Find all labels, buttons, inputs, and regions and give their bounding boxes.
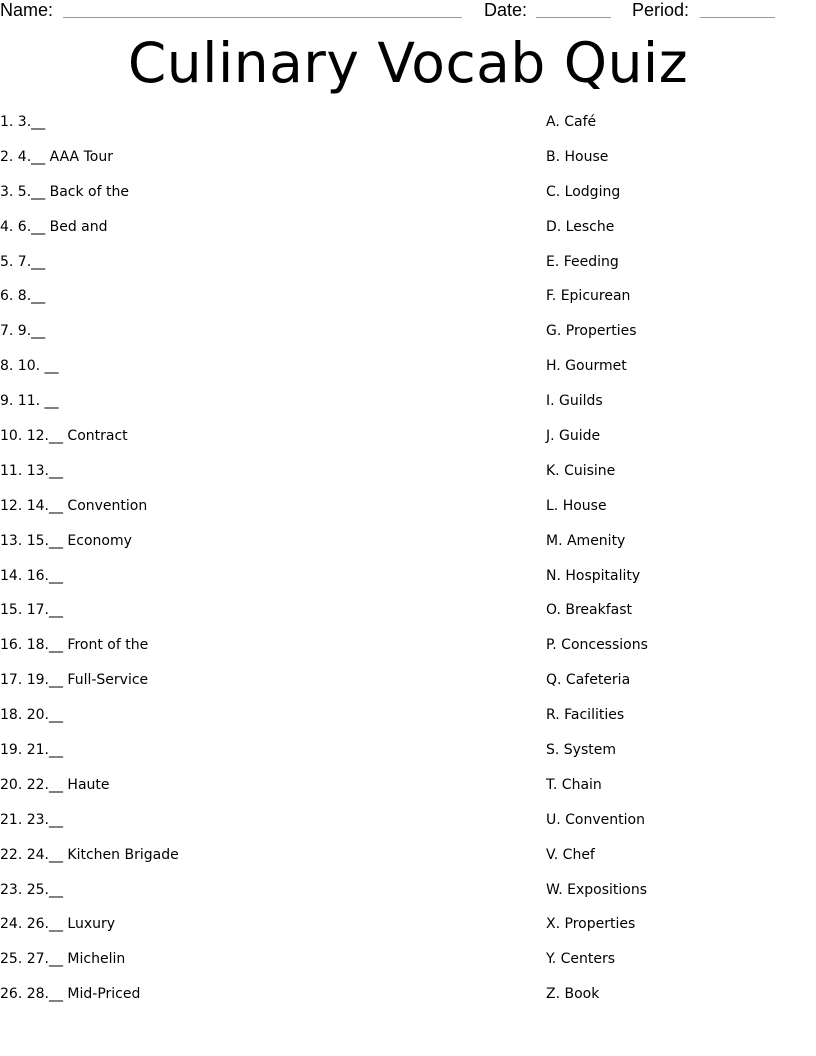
answer-item: M. Amenity <box>546 532 626 549</box>
question-item: 10. 12.__ Contract <box>0 428 128 445</box>
questions-list <box>0 113 500 1020</box>
question-item: 1. 3.__ <box>0 114 46 130</box>
answer-item: E. Feeding <box>546 253 619 270</box>
question-item: 19. 21.__ <box>0 742 63 759</box>
question-item: 8. 10. __ <box>0 358 59 375</box>
answer-item: C. Lodging <box>546 183 621 200</box>
question-item: 11. 13.__ <box>0 462 63 479</box>
period-label: Period: <box>632 0 690 20</box>
answer-item: F. Epicurean <box>546 288 631 305</box>
name-label: Name: <box>0 0 54 20</box>
answer-item: B. House <box>546 148 609 165</box>
answer-item: X. Properties <box>546 916 636 933</box>
date-label: Date: <box>484 0 528 20</box>
question-item: 26. 28.__ Mid-Priced <box>0 986 141 1003</box>
answer-item: S. System <box>546 742 616 759</box>
answers-list <box>546 113 806 1020</box>
answer-item: O. Breakfast <box>546 602 632 619</box>
question-item: 18. 20.__ <box>0 707 63 724</box>
question-item: 15. 17.__ <box>0 602 63 619</box>
answer-item: P. Concessions <box>546 637 648 654</box>
date-blank-line <box>536 17 611 18</box>
question-item: 5. 7.__ <box>0 253 46 270</box>
answer-item: Q. Cafeteria <box>546 672 631 689</box>
question-item: 4. 6.__ Bed and <box>0 218 108 235</box>
answer-item: A. Café <box>546 114 597 130</box>
question-item: 13. 15.__ Economy <box>0 532 132 549</box>
question-item: 6. 8.__ <box>0 288 46 305</box>
question-item: 3. 5.__ Back of the <box>0 183 129 200</box>
answer-item: J. Guide <box>546 428 601 445</box>
question-item: 2. 4.__ AAA Tour <box>0 148 113 165</box>
answer-item: N. Hospitality <box>546 567 641 584</box>
question-item: 21. 23.__ <box>0 811 63 828</box>
page-title: Culinary Vocab Quiz <box>127 31 689 95</box>
question-item: 9. 11. __ <box>0 393 59 410</box>
question-item: 23. 25.__ <box>0 881 63 898</box>
question-item: 24. 26.__ Luxury <box>0 916 116 933</box>
answer-item: V. Chef <box>546 846 595 863</box>
answer-item: I. Guilds <box>546 393 603 410</box>
question-item: 22. 24.__ Kitchen Brigade <box>0 846 179 863</box>
answer-item: Z. Book <box>546 986 600 1003</box>
name-blank-line <box>63 17 462 18</box>
answer-item: T. Chain <box>546 776 602 793</box>
question-item: 16. 18.__ Front of the <box>0 637 149 654</box>
question-item: 14. 16.__ <box>0 567 63 584</box>
answer-item: W. Expositions <box>546 881 648 898</box>
question-item: 20. 22.__ Haute <box>0 776 110 793</box>
answer-item: D. Lesche <box>546 218 615 235</box>
answer-item: Y. Centers <box>546 951 616 968</box>
answer-item: U. Convention <box>546 811 645 828</box>
question-item: 25. 27.__ Michelin <box>0 951 126 968</box>
answer-item: K. Cuisine <box>546 462 616 479</box>
answer-item: G. Properties <box>546 323 637 340</box>
question-item: 12. 14.__ Convention <box>0 497 148 514</box>
question-item: 17. 19.__ Full-Service <box>0 672 149 689</box>
worksheet-header <box>0 0 816 22</box>
question-item: 7. 9.__ <box>0 323 46 340</box>
answer-item: L. House <box>546 497 607 514</box>
period-blank-line <box>700 17 775 18</box>
answer-item: R. Facilities <box>546 707 625 724</box>
answer-item: H. Gourmet <box>546 358 627 375</box>
